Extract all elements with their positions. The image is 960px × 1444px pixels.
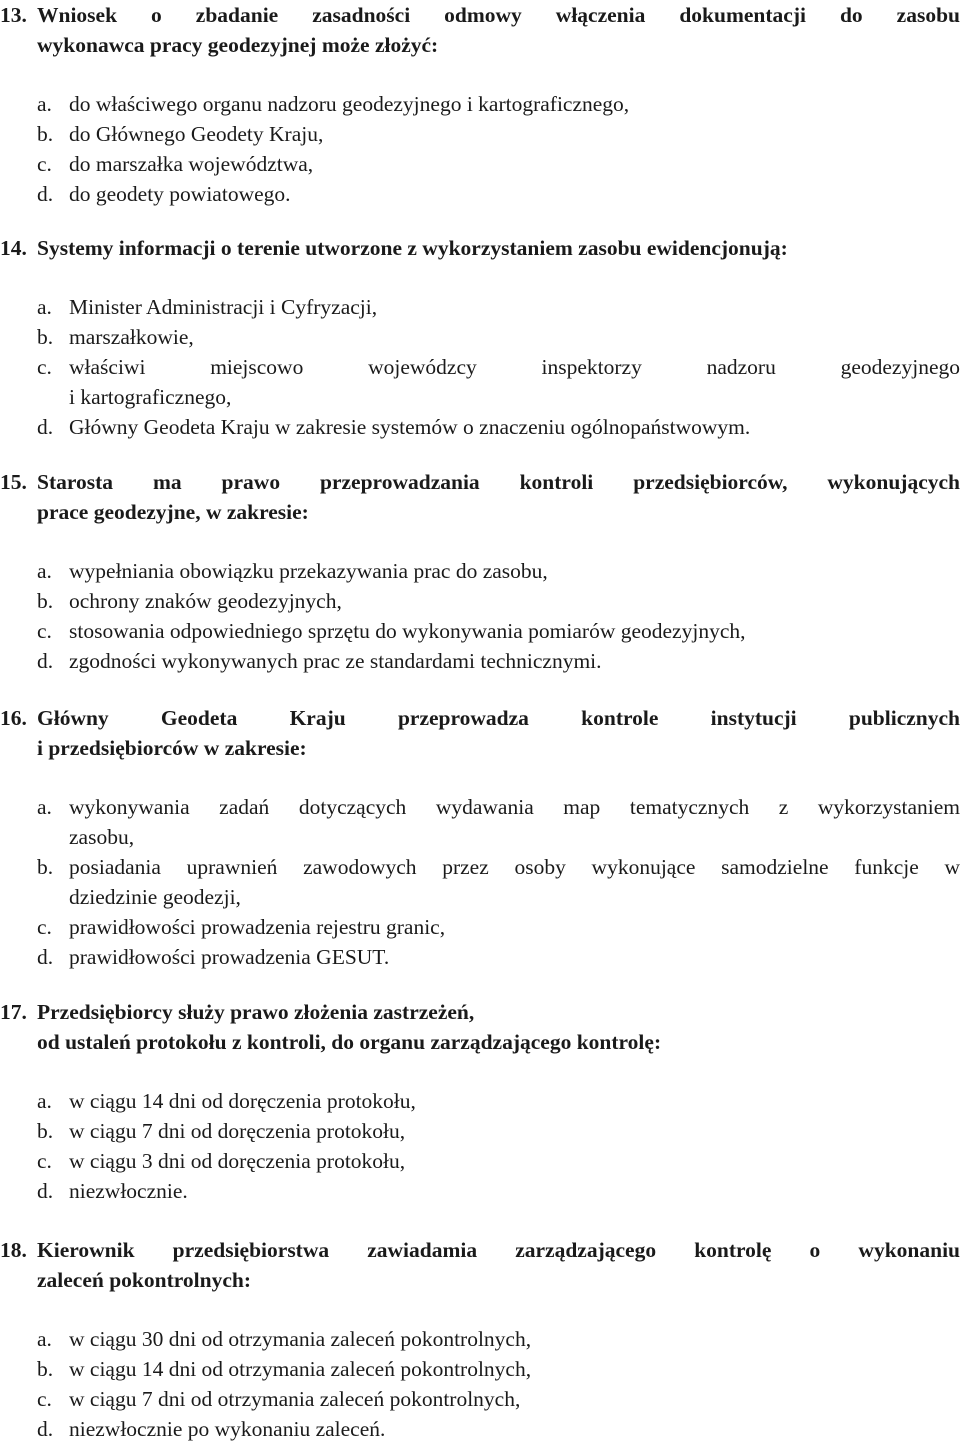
answer-option-c [0, 616, 960, 646]
answer-option-c [0, 1384, 960, 1414]
answer-text-continuation: zasobu, [69, 825, 135, 849]
answer-text: do geodety powiatowego. [69, 182, 291, 206]
question-heading [0, 997, 960, 1057]
answer-option-d [0, 1176, 960, 1206]
answer-letter: b. [37, 855, 54, 879]
answer-text: Główny Geodeta Kraju w zakresie systemów o znaczeniu ogólnopaństwowym. [69, 415, 751, 439]
answer-letter: b. [37, 122, 54, 146]
answer-list [0, 292, 960, 442]
answer-text: wypełniania obowiązku przekazywania prac do zasobu, [69, 559, 548, 583]
question-number: 16. [0, 706, 27, 730]
answer-option-a [0, 1324, 960, 1354]
answer-letter: a. [37, 295, 52, 319]
answer-letter: d. [37, 182, 54, 206]
question-18 [0, 1235, 960, 1444]
answer-text: wykonywania zadań dotyczących wydawania map tematycznych z wykorzystaniem [69, 795, 960, 819]
answer-letter: d. [37, 649, 54, 673]
answer-option-c [0, 912, 960, 942]
question-number: 15. [0, 470, 27, 494]
question-text-line: od ustaleń protokołu z kontroli, do organu zarządzającego kontrolę: [37, 1030, 662, 1054]
answer-letter: c. [37, 1149, 52, 1173]
answer-text-continuation: i kartograficznego, [69, 385, 232, 409]
question-number: 14. [0, 236, 27, 260]
answer-text: w ciągu 3 dni od doręczenia protokołu, [69, 1149, 406, 1173]
answer-option-b [0, 119, 960, 149]
question-text-line: i przedsiębiorców w zakresie: [37, 736, 307, 760]
question-text-line: Systemy informacji o terenie utworzone z wykorzystaniem zasobu ewidencjonują: [37, 236, 788, 260]
answer-text: niezwłocznie po wykonaniu zaleceń. [69, 1417, 386, 1441]
answer-text: prawidłowości prowadzenia rejestru granic, [69, 915, 446, 939]
question-number: 18. [0, 1238, 27, 1262]
answer-option-a [0, 792, 960, 852]
question-number: 13. [0, 3, 27, 27]
question-text-line: zaleceń pokontrolnych: [37, 1268, 252, 1292]
answer-text: do marszałka województwa, [69, 152, 314, 176]
answer-option-c [0, 149, 960, 179]
answer-text: w ciągu 30 dni od otrzymania zaleceń pokontrolnych, [69, 1327, 532, 1351]
question-text-line: wykonawca pracy geodezyjnej może złożyć: [37, 33, 439, 57]
answer-letter: c. [37, 915, 52, 939]
answer-option-a [0, 556, 960, 586]
question-14 [0, 233, 960, 442]
question-text-line: Kierownik przedsiębiorstwa zawiadamia zarządzającego kontrolę o wykonaniu [37, 1238, 960, 1262]
answer-text: do właściwego organu nadzoru geodezyjnego i kartograficznego, [69, 92, 630, 116]
answer-letter: a. [37, 1089, 52, 1113]
answer-letter: a. [37, 1327, 52, 1351]
answer-text: posiadania uprawnień zawodowych przez osoby wykonujące samodzielne funkcje w [69, 855, 960, 879]
answer-option-d [0, 646, 960, 676]
answer-text: ochrony znaków geodezyjnych, [69, 589, 342, 613]
answer-text: prawidłowości prowadzenia GESUT. [69, 945, 390, 969]
answer-letter: d. [37, 1417, 54, 1441]
answer-list [0, 1324, 960, 1444]
question-heading [0, 703, 960, 763]
answer-option-c [0, 352, 960, 412]
answer-letter: c. [37, 152, 52, 176]
answer-letter: c. [37, 619, 52, 643]
answer-letter: a. [37, 92, 52, 116]
answer-text: Minister Administracji i Cyfryzacji, [69, 295, 378, 319]
question-17 [0, 997, 960, 1206]
question-heading [0, 233, 960, 263]
question-text-line: Główny Geodeta Kraju przeprowadza kontrole instytucji publicznych [37, 706, 960, 730]
question-number: 17. [0, 1000, 27, 1024]
answer-text: właściwi miejscowo wojewódzcy inspektorzy nadzoru geodezyjnego [69, 355, 960, 379]
answer-letter: b. [37, 1357, 54, 1381]
answer-text: do Głównego Geodety Kraju, [69, 122, 324, 146]
answer-option-b [0, 852, 960, 912]
answer-text: w ciągu 7 dni od otrzymania zaleceń pokontrolnych, [69, 1387, 521, 1411]
question-text-line: Wniosek o zbadanie zasadności odmowy włączenia dokumentacji do zasobu [37, 3, 960, 27]
answer-option-b [0, 1116, 960, 1146]
answer-letter: b. [37, 325, 54, 349]
answer-option-d [0, 179, 960, 209]
answer-letter: a. [37, 559, 52, 583]
answer-option-b [0, 1354, 960, 1384]
question-heading [0, 0, 960, 60]
answer-letter: a. [37, 795, 52, 819]
answer-letter: c. [37, 1387, 52, 1411]
answer-list [0, 792, 960, 972]
question-13 [0, 0, 960, 209]
answer-list [0, 556, 960, 676]
answer-letter: d. [37, 1179, 54, 1203]
question-text-line: Starosta ma prawo przeprowadzania kontroli przedsiębiorców, wykonujących [37, 470, 960, 494]
answer-text: niezwłocznie. [69, 1179, 188, 1203]
answer-option-d [0, 942, 960, 972]
answer-option-c [0, 1146, 960, 1176]
answer-option-b [0, 586, 960, 616]
answer-text: zgodności wykonywanych prac ze standardami technicznymi. [69, 649, 602, 673]
answer-option-a [0, 292, 960, 322]
question-text-line: Przedsiębiorcy służy prawo złożenia zastrzeżeń, [37, 1000, 475, 1024]
answer-text: w ciągu 14 dni od otrzymania zaleceń pokontrolnych, [69, 1357, 532, 1381]
question-16 [0, 703, 960, 972]
answer-letter: d. [37, 415, 54, 439]
answer-letter: d. [37, 945, 54, 969]
answer-letter: c. [37, 355, 52, 379]
question-heading [0, 1235, 960, 1295]
question-heading [0, 467, 960, 527]
answer-letter: b. [37, 589, 54, 613]
answer-option-d [0, 412, 960, 442]
answer-list [0, 89, 960, 209]
question-15 [0, 467, 960, 676]
answer-text: w ciągu 14 dni od doręczenia protokołu, [69, 1089, 416, 1113]
answer-text: marszałkowie, [69, 325, 194, 349]
answer-option-a [0, 89, 960, 119]
answer-text: stosowania odpowiedniego sprzętu do wykonywania pomiarów geodezyjnych, [69, 619, 746, 643]
question-text-line: prace geodezyjne, w zakresie: [37, 500, 309, 524]
answer-text: w ciągu 7 dni od doręczenia protokołu, [69, 1119, 406, 1143]
answer-option-b [0, 322, 960, 352]
answer-list [0, 1086, 960, 1206]
answer-letter: b. [37, 1119, 54, 1143]
answer-option-a [0, 1086, 960, 1116]
answer-text-continuation: dziedzinie geodezji, [69, 885, 241, 909]
